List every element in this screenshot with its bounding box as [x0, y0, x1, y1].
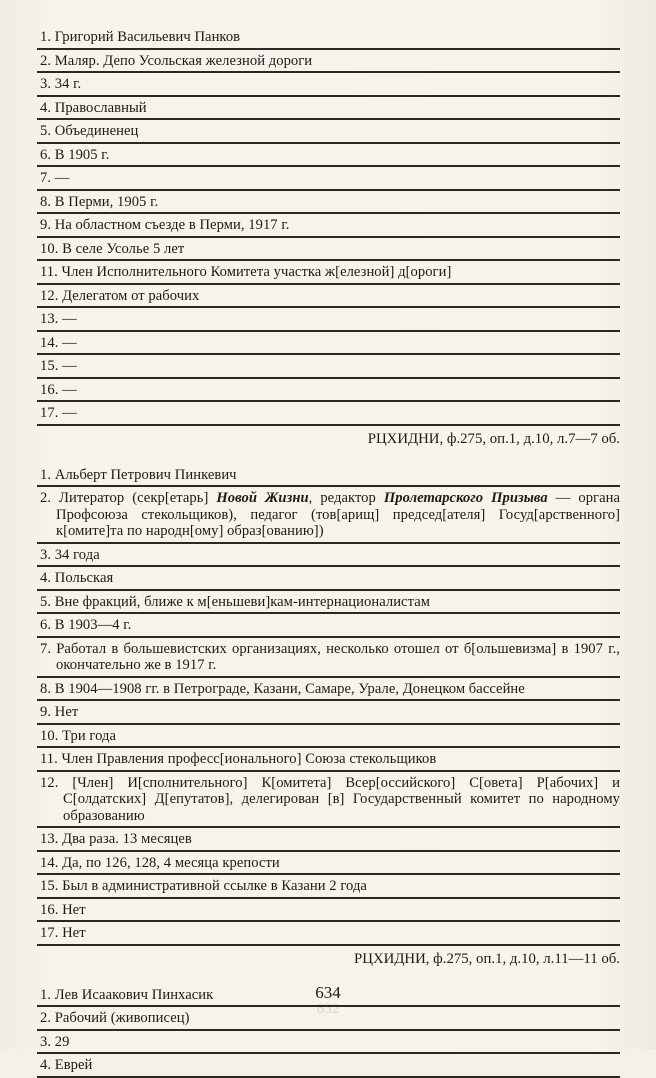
- answer-row: 9. На областном съезде в Перми, 1917 г.: [37, 214, 620, 238]
- answer-row: 1. Альберт Петрович Пинкевич: [37, 464, 620, 488]
- answer-row: 8. В Перми, 1905 г.: [37, 191, 620, 215]
- bleed-through-page-number: 632: [316, 1001, 340, 1017]
- answer-text: 7. Работал в большевистских организациях, несколько отошел от б[ольшевизма] в 1907 г., окончательно же в 1917 г.: [40, 640, 620, 673]
- answer-row: 11. Член Исполнительного Комитета участка ж[елезной] д[ороги]: [37, 261, 620, 285]
- questionnaire-page: [37, 26, 620, 1078]
- answer-row: 4. Православный: [37, 97, 620, 121]
- answer-row: 3. 34 г.: [37, 73, 620, 97]
- answer-row: 17. Нет: [37, 922, 620, 946]
- answer-row: 16. Нет: [37, 899, 620, 923]
- answer-row: 13. Два раза. 13 месяцев: [37, 828, 620, 852]
- answer-text: [40, 490, 620, 540]
- answer-row: 13. —: [37, 308, 620, 332]
- answer-row: 16. —: [37, 379, 620, 403]
- answer-row: 10. В селе Усолье 5 лет: [37, 238, 620, 262]
- answer-row: 12. Делегатом от рабочих: [37, 285, 620, 309]
- answer-row: 3. 29: [37, 1031, 620, 1055]
- archive-citation: РЦХИДНИ, ф.275, оп.1, д.10, л.11—11 об.: [354, 950, 620, 967]
- answer-row: 8. В 1904—1908 гг. в Петрограде, Казани, Самаре, Урале, Донецком бассейне: [37, 678, 620, 702]
- answer-row: 10. Три года: [37, 725, 620, 749]
- answer-row: 15. —: [37, 355, 620, 379]
- answer-row: 2. Маляр. Депо Усольская железной дороги: [37, 50, 620, 74]
- answer-row: 1. Григорий Васильевич Панков: [37, 26, 620, 50]
- answer-text-part: — органа Профсоюза стекольщиков), педагог (тов[арищ] председ[ателя] Госуд[арственного] к[омите]та по народн[ому] образ[ованию]): [56, 490, 620, 539]
- answer-row: 14. Да, по 126, 128, 4 месяца крепости: [37, 852, 620, 876]
- answer-row: 15. Был в административной ссылке в Казани 2 года: [37, 875, 620, 899]
- answer-row: 7. —: [37, 167, 620, 191]
- answer-row: 3. 34 года: [37, 544, 620, 568]
- answer-row: 14. —: [37, 332, 620, 356]
- answer-text-part: 2. Литератор (секр[етарь]: [40, 490, 217, 506]
- answer-row: 2. Рабочий (живописец): [37, 1007, 620, 1031]
- answer-row: 5. Вне фракций, ближе к м[еньшеви]кам-интернационалистам: [37, 591, 620, 615]
- answer-row-occupation: [37, 487, 620, 544]
- answer-row: [37, 638, 620, 678]
- answer-row: 4. Польская: [37, 567, 620, 591]
- answer-row: 4. Еврей: [37, 1054, 620, 1078]
- newspaper-title: Пролетарского Призыва: [383, 490, 548, 506]
- newspaper-title: Новой Жизни: [216, 490, 309, 506]
- answer-row: 6. В 1905 г.: [37, 144, 620, 168]
- answer-row: 11. Член Правления професс[ионального] Союза стекольщиков: [37, 748, 620, 772]
- questionnaire-pinkevich: [37, 464, 620, 984]
- answer-text: 12. [Член] И[сполнительного] К[омитета] Всер[оссийского] С[овета] Р[абочих] и С[олдатских] Д[епутатов], делегирован [в] Государственный комитет по народному образованию: [40, 774, 620, 824]
- answer-row: 5. Объединенец: [37, 120, 620, 144]
- answer-row: [37, 772, 620, 829]
- answer-row: 6. В 1903—4 г.: [37, 614, 620, 638]
- archive-citation: РЦХИДНИ, ф.275, оп.1, д.10, л.7—7 об.: [367, 430, 620, 447]
- answer-row: 9. Нет: [37, 701, 620, 725]
- page-number: 634: [315, 983, 341, 1002]
- answer-row: 17. —: [37, 402, 620, 426]
- questionnaire-pankov: [37, 26, 620, 464]
- answer-row: 1. Лев Исаакович Пинхасик: [37, 984, 620, 1008]
- answer-text-part: , редактор: [308, 490, 384, 506]
